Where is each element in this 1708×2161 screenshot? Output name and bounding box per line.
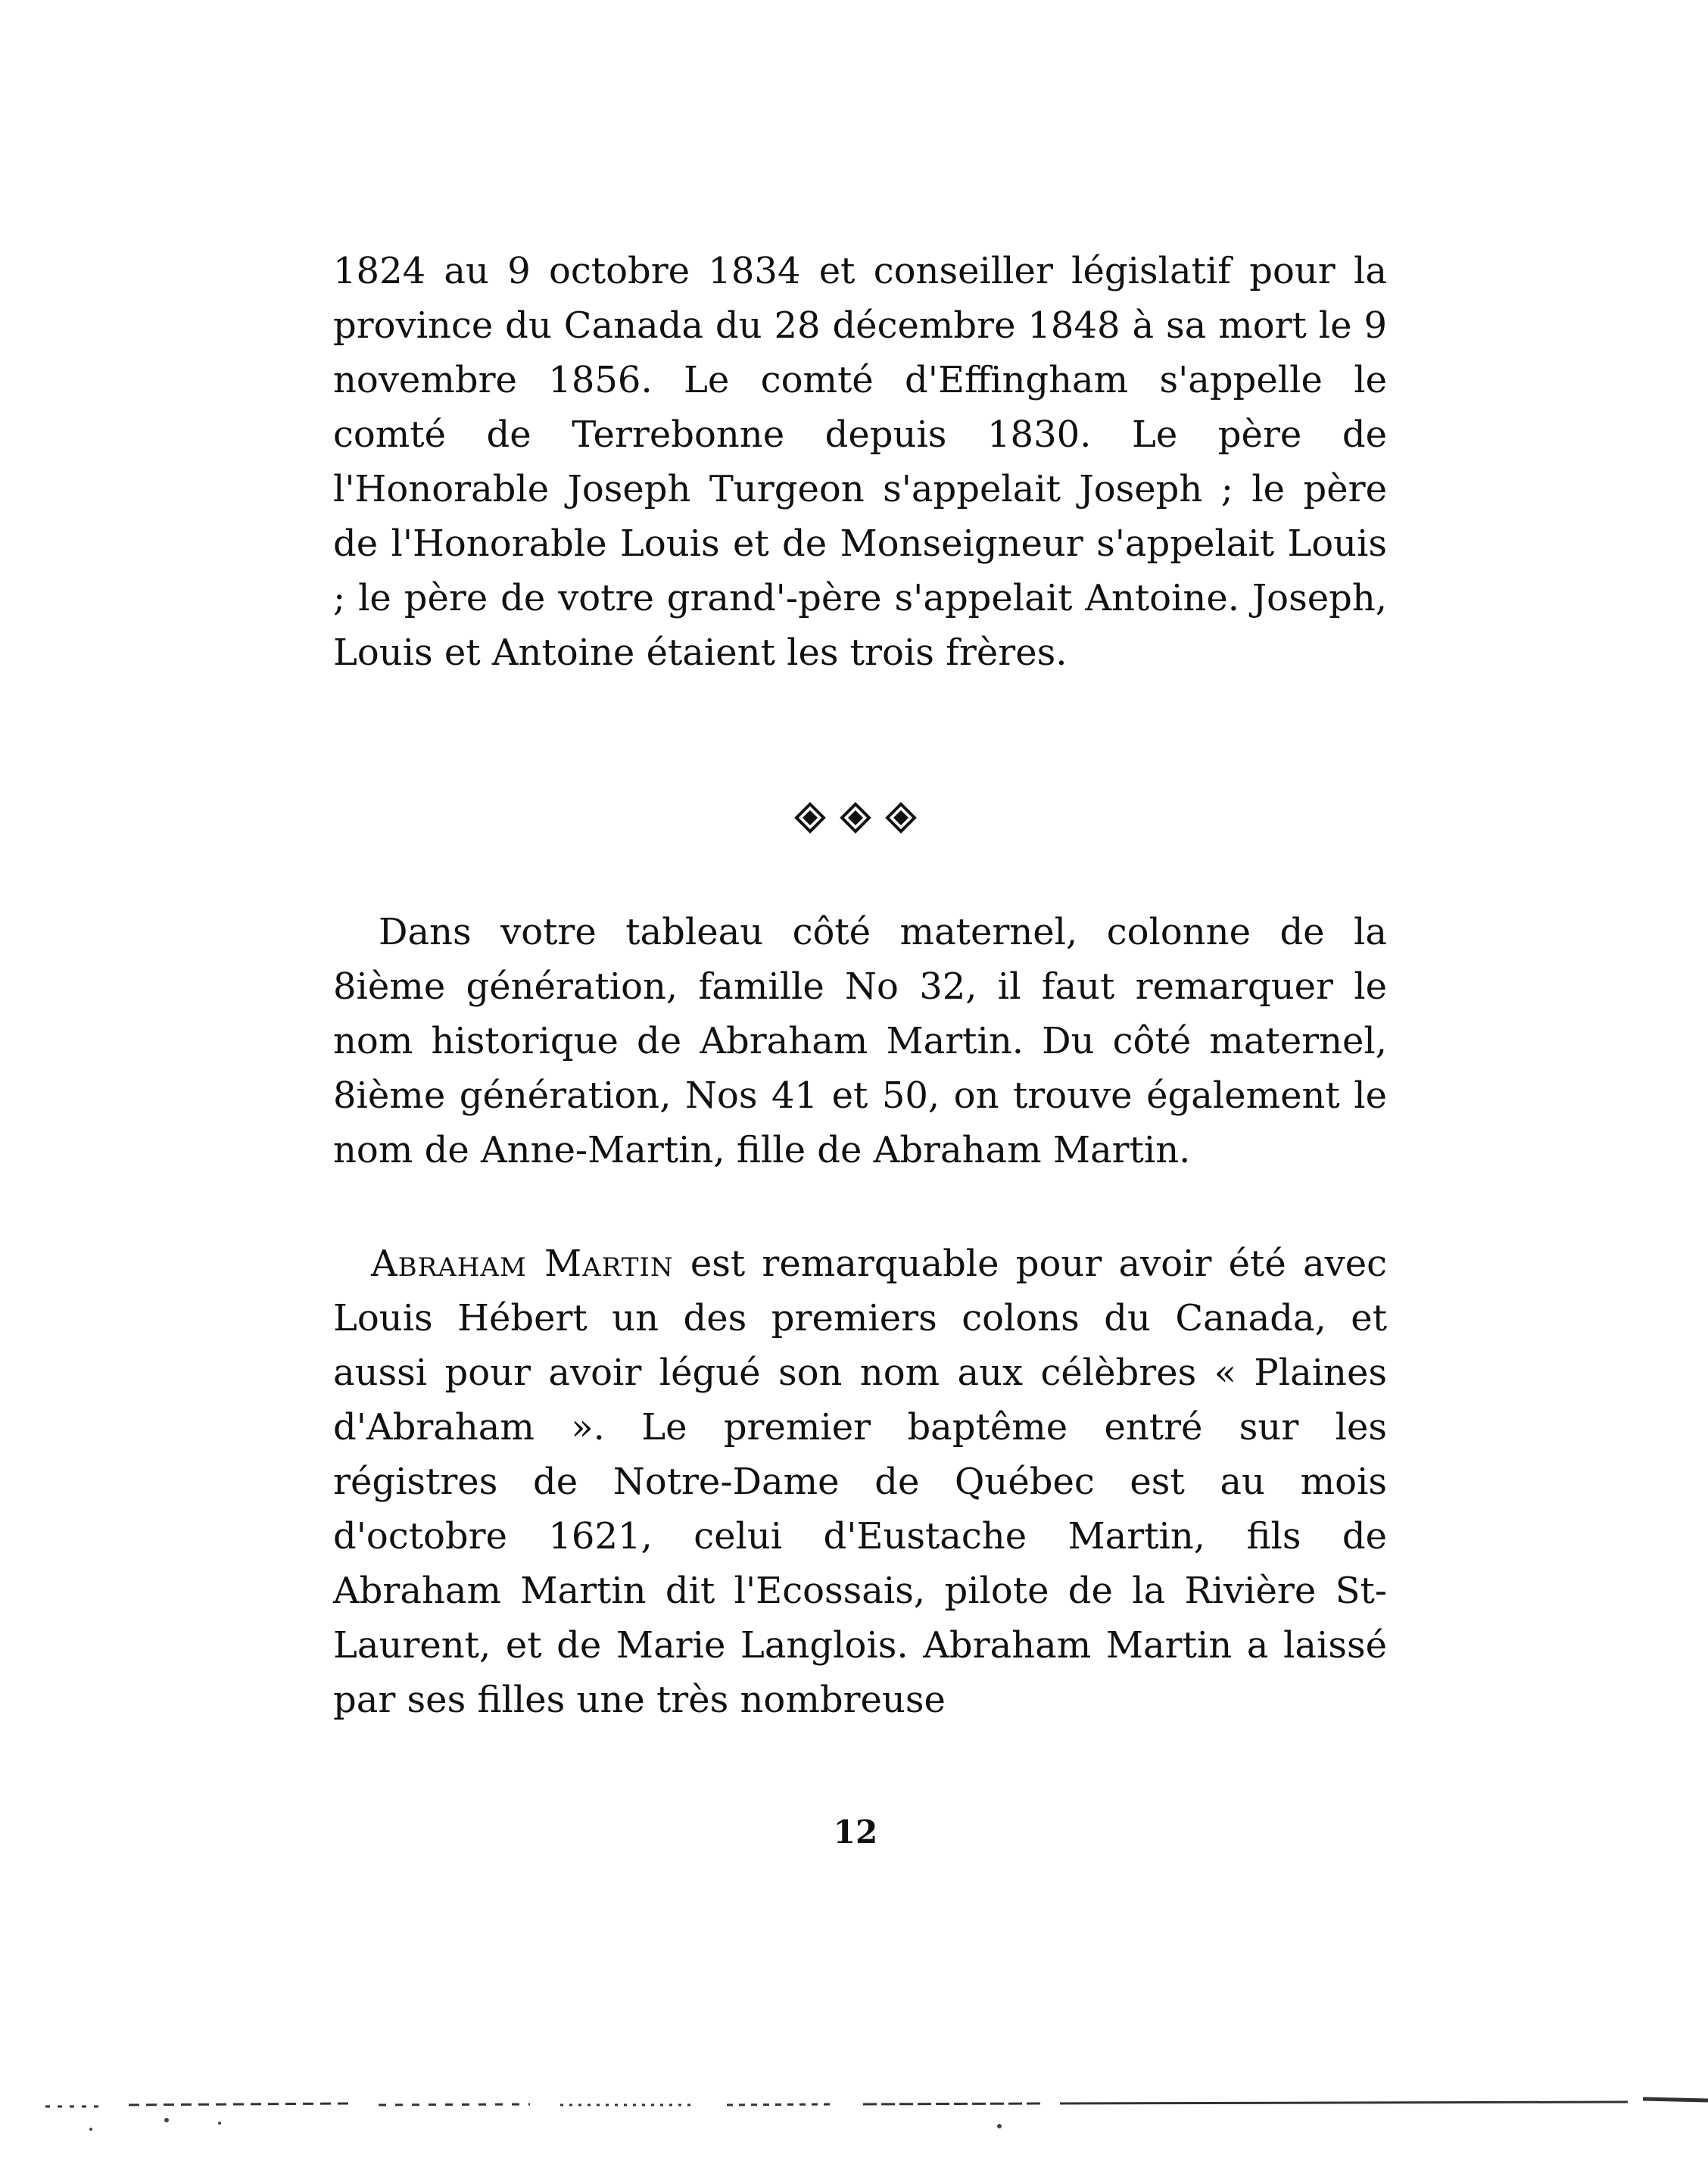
three-diamond-fleuron-icon — [787, 795, 924, 840]
name-small-caps: Abraham Martin — [371, 1243, 674, 1285]
scan-edge-decoration — [0, 2044, 1708, 2135]
page-number: 12 — [833, 1813, 878, 1851]
paragraph-succession: 1824 au 9 octobre 1834 et conseiller législatif pour la province du Canada du 28 décembre 1848 à sa mort le 9 novembre 1856. Le comté d'Effingham s'appelle le comté de Terrebonne depuis 1830. Le père de l'Honorable Joseph Turgeon s'appelait Joseph ; le père de l'Honorable Louis et de Monseigneur s'appelait Louis ; le père de votre grand'-père s'appelait Antoine. Joseph, Louis et Antoine étaient les trois frères. — [333, 250, 1387, 674]
paragraph-tableau-maternel: Dans votre tableau côté maternel, colonne de la 8ième génération, famille No 32, il faut remarquer le nom historique de Abraham Martin. Du côté maternel, 8ième génération, Nos 41 et 50, on trouve également le nom de Anne-Martin, fille de Abraham Martin. — [333, 911, 1387, 1171]
paragraph-abraham-martin — [333, 1236, 1387, 1727]
paragraph-abraham-martin-text: est remarquable pour avoir été avec Louis Hébert un des premiers colons du Canada, et aussi pour avoir légué son nom aux célèbres « Plaines d'Abraham ». Le premier baptême entré sur les régistres de Notre-Dame de Québec est au mois d'octobre 1621, celui d'Eustache Martin, fils de Abraham Martin dit l'Ecossais, pilote de la Rivière St-Laurent, et de Marie Langlois. Abraham Martin a laissé par ses filles une très nombreuse — [333, 1243, 1387, 1721]
